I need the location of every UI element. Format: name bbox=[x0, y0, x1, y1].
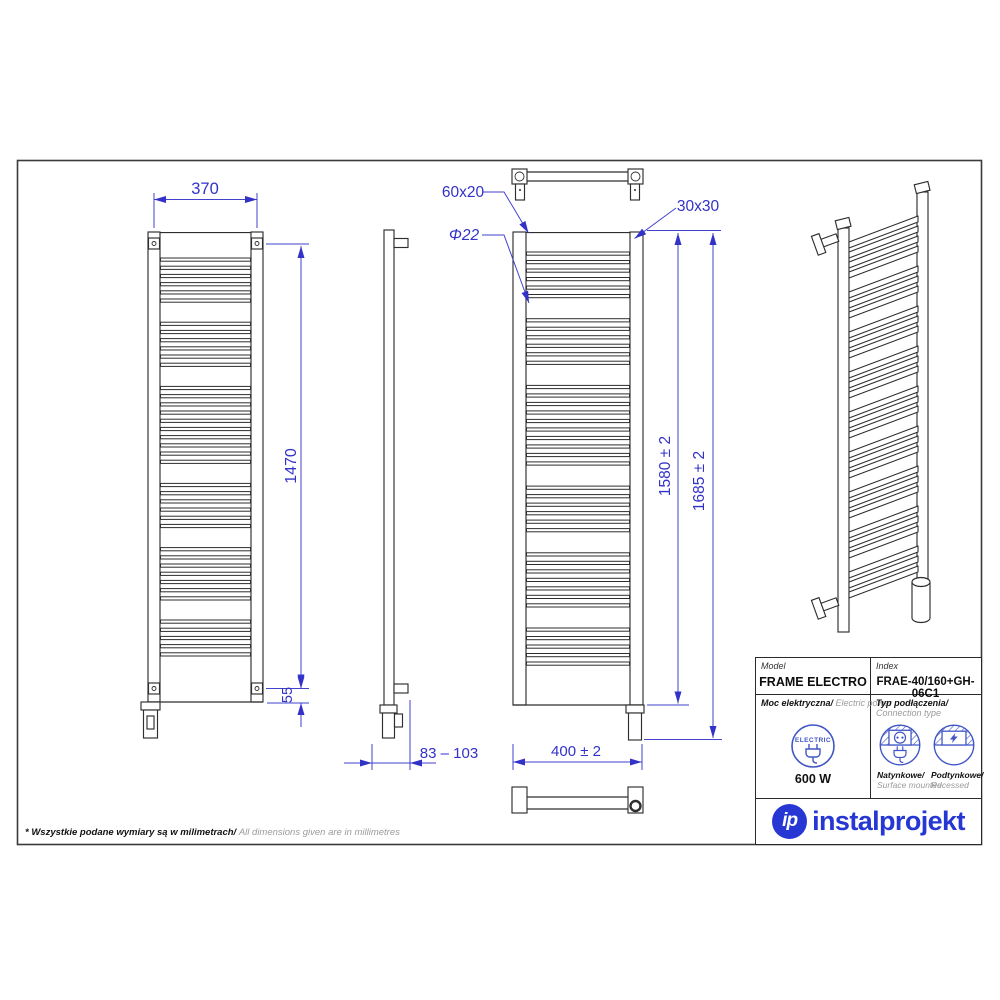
surface-label-en: Surface mounted bbox=[877, 780, 942, 790]
dim-1580 bbox=[647, 231, 721, 706]
callout-30x30 bbox=[635, 198, 720, 239]
isometric-view bbox=[811, 181, 930, 632]
recessed-label-en: Recessed bbox=[931, 780, 969, 790]
connection-label-en: Connection type bbox=[876, 708, 942, 718]
electric-icon-text: ELECTRIC bbox=[794, 737, 832, 744]
index-label: Index bbox=[876, 661, 899, 671]
dim-1470 bbox=[266, 244, 309, 689]
dim-370-text: 370 bbox=[191, 180, 219, 198]
brand-logo bbox=[756, 798, 981, 844]
index-value: FRAE-40/160+GH-06C1 bbox=[876, 676, 975, 700]
electric-plug-icon bbox=[789, 722, 837, 770]
callout-60x20-text: 60x20 bbox=[441, 184, 485, 201]
center-view bbox=[513, 232, 644, 740]
dim-55 bbox=[267, 674, 309, 727]
surface-label-pl: Natynkowe/ bbox=[877, 770, 925, 780]
callout-phi22-text: Φ22 bbox=[448, 227, 480, 244]
heating-element-3d bbox=[912, 578, 930, 623]
recessed-label-pl: Podtynkowe/ bbox=[931, 770, 984, 780]
bottom-view bbox=[512, 787, 643, 813]
dim-1470-text: 1470 bbox=[283, 448, 300, 484]
bracket-3d-bottom bbox=[811, 592, 840, 619]
dim-1580-text: 1580 ± 2 bbox=[657, 435, 674, 497]
power-label-en: Electric power bbox=[833, 698, 893, 708]
instalprojekt-wordmark: instalprojekt bbox=[812, 805, 965, 836]
power-value: 600 W bbox=[794, 772, 832, 786]
callout-30x30-text: 30x30 bbox=[676, 198, 720, 215]
footnote-en: All dimensions given are in millimetres bbox=[238, 827, 400, 838]
spec-table bbox=[755, 657, 982, 845]
model-label: Model bbox=[761, 661, 786, 671]
front-view bbox=[141, 232, 263, 738]
power-label-pl: Moc elektryczna/ bbox=[761, 698, 834, 708]
dim-400-text: 400 ± 2 bbox=[551, 743, 601, 760]
connection-label-pl: Typ podłączenia/ bbox=[876, 698, 949, 708]
bracket-3d-top bbox=[811, 228, 840, 255]
recessed-icon bbox=[931, 722, 977, 768]
heating-element-side bbox=[380, 705, 403, 738]
dim-400 bbox=[513, 743, 642, 770]
surface-mounted-icon bbox=[877, 722, 923, 768]
instalprojekt-monogram-icon: ip bbox=[772, 804, 807, 839]
top-view bbox=[512, 169, 643, 200]
footnote bbox=[25, 827, 400, 838]
dim-55-text: 55 bbox=[280, 686, 296, 704]
wall-brackets-front bbox=[149, 238, 263, 694]
dim-83-103 bbox=[344, 700, 478, 770]
model-value: FRAME ELECTRO bbox=[759, 675, 867, 689]
dim-370 bbox=[154, 180, 257, 228]
footnote-pl: * Wszystkie podane wymiary są w milimetrach/ bbox=[25, 827, 237, 838]
dim-1685 bbox=[644, 233, 722, 740]
dim-1685-text: 1685 ± 2 bbox=[691, 450, 708, 512]
heating-element-center bbox=[626, 705, 644, 740]
side-view bbox=[380, 230, 408, 738]
dim-83-103-text: 83 – 103 bbox=[419, 745, 479, 762]
heating-element-front bbox=[141, 702, 160, 738]
